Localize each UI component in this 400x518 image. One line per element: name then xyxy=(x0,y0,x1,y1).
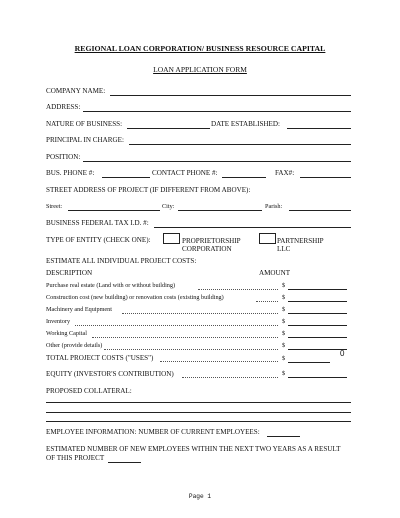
dollar-sign: $ xyxy=(282,318,286,325)
partnership-checkbox[interactable] xyxy=(259,233,276,244)
total-costs-label: TOTAL PROJECT COSTS ("USES") xyxy=(46,354,154,362)
total-costs-value: 0 xyxy=(340,349,345,358)
leader-dots xyxy=(182,377,278,378)
cost-item-label: Inventory xyxy=(46,318,71,325)
principal-label: PRINCIPAL IN CHARGE: xyxy=(46,136,124,144)
page-number: Page 1 xyxy=(188,493,212,500)
city-label: City: xyxy=(162,203,175,210)
nature-of-business-label: NATURE OF BUSINESS: xyxy=(46,120,123,128)
parish-field[interactable] xyxy=(289,210,351,211)
street-field[interactable] xyxy=(68,210,160,211)
leader-dots xyxy=(122,313,278,314)
entity-type-label: TYPE OF ENTITY (CHECK ONE): xyxy=(46,236,151,244)
cost-item-label: Working Capital xyxy=(46,330,87,337)
position-field[interactable] xyxy=(83,161,351,162)
costs-heading: ESTIMATE ALL INDIVIDUAL PROJECT COSTS: xyxy=(46,257,197,265)
cost-item-label: Machinery and Equipment xyxy=(46,306,112,313)
dollar-sign: $ xyxy=(282,306,286,313)
form-title: REGIONAL LOAN CORPORATION/ BUSINESS RESOURCE CAPITAL xyxy=(74,44,326,53)
address-field[interactable] xyxy=(83,111,351,112)
leader-dots xyxy=(198,289,278,290)
partnership-label: PARTNERSHIP xyxy=(277,237,324,245)
cost-item-label: Purchase real estate (Land with or without building) xyxy=(46,282,176,289)
nature-of-business-field[interactable] xyxy=(127,128,210,129)
contact-phone-field[interactable] xyxy=(222,177,266,178)
equity-label: EQUITY (INVESTOR'S CONTRIBUTION) xyxy=(46,370,174,378)
bus-phone-label: BUS. PHONE #: xyxy=(46,169,95,177)
company-name-label: COMPANY NAME: xyxy=(46,87,106,95)
description-header: DESCRIPTION xyxy=(46,269,93,277)
principal-field[interactable] xyxy=(129,144,351,145)
equity-field[interactable] xyxy=(288,377,347,378)
llc-label: LLC xyxy=(277,245,291,253)
proprietorship-label: PROPRIETORSHIP xyxy=(182,237,241,245)
amount-header: AMOUNT xyxy=(259,269,291,277)
dollar-sign: $ xyxy=(282,370,286,377)
current-employees-field[interactable] xyxy=(267,436,300,437)
position-label: POSITION: xyxy=(46,153,81,161)
leader-dots xyxy=(75,325,278,326)
tax-id-label: BUSINESS FEDERAL TAX I.D. #: xyxy=(46,219,149,227)
collateral-label: PROPOSED COLLATERAL: xyxy=(46,387,132,395)
leader-dots xyxy=(160,361,278,362)
fax-label: FAX#: xyxy=(275,169,295,177)
cost-item-label: Construction cost (new building) or renovation costs (existing building) xyxy=(46,294,224,301)
tax-id-field[interactable] xyxy=(154,227,351,228)
leader-dots xyxy=(256,301,278,302)
proprietorship-checkbox[interactable] xyxy=(163,233,180,244)
dollar-sign: $ xyxy=(282,342,286,349)
address-label: ADDRESS: xyxy=(46,103,81,111)
form-subtitle: LOAN APPLICATION FORM xyxy=(153,65,247,74)
city-field[interactable] xyxy=(178,210,262,211)
dollar-sign: $ xyxy=(282,355,286,362)
cost-amount-field[interactable] xyxy=(288,313,347,314)
collateral-line-3[interactable] xyxy=(46,421,351,422)
new-employees-label-line1: ESTIMATED NUMBER OF NEW EMPLOYEES WITHIN THE NEXT TWO YEARS AS A RESULT xyxy=(46,445,341,453)
new-employees-label-line2: OF THIS PROJECT xyxy=(46,454,105,462)
current-employees-label: EMPLOYEE INFORMATION: NUMBER OF CURRENT EMPLOYEES: xyxy=(46,428,260,436)
date-established-label: DATE ESTABLISHED: xyxy=(211,120,280,128)
total-costs-field[interactable] xyxy=(288,362,330,363)
cost-amount-field[interactable] xyxy=(288,349,347,350)
date-established-field[interactable] xyxy=(287,128,351,129)
cost-amount-field[interactable] xyxy=(288,289,347,290)
collateral-line-1[interactable] xyxy=(46,402,351,403)
leader-dots xyxy=(92,337,278,338)
bus-phone-field[interactable] xyxy=(102,177,150,178)
parish-label: Parish: xyxy=(265,203,283,210)
cost-amount-field[interactable] xyxy=(288,325,347,326)
cost-amount-field[interactable] xyxy=(288,337,347,338)
project-address-label: STREET ADDRESS OF PROJECT (IF DIFFERENT FROM ABOVE): xyxy=(46,186,251,194)
street-label: Street: xyxy=(46,203,63,210)
company-name-field[interactable] xyxy=(110,95,351,96)
contact-phone-label: CONTACT PHONE #: xyxy=(152,169,218,177)
dollar-sign: $ xyxy=(282,330,286,337)
leader-dots xyxy=(104,349,278,350)
dollar-sign: $ xyxy=(282,282,286,289)
fax-field[interactable] xyxy=(300,177,351,178)
dollar-sign: $ xyxy=(282,294,286,301)
cost-item-label: Other (provide details) xyxy=(46,342,103,349)
collateral-line-2[interactable] xyxy=(46,412,351,413)
new-employees-field[interactable] xyxy=(108,462,141,463)
corporation-label: CORPORATION xyxy=(182,245,232,253)
cost-amount-field[interactable] xyxy=(288,301,347,302)
